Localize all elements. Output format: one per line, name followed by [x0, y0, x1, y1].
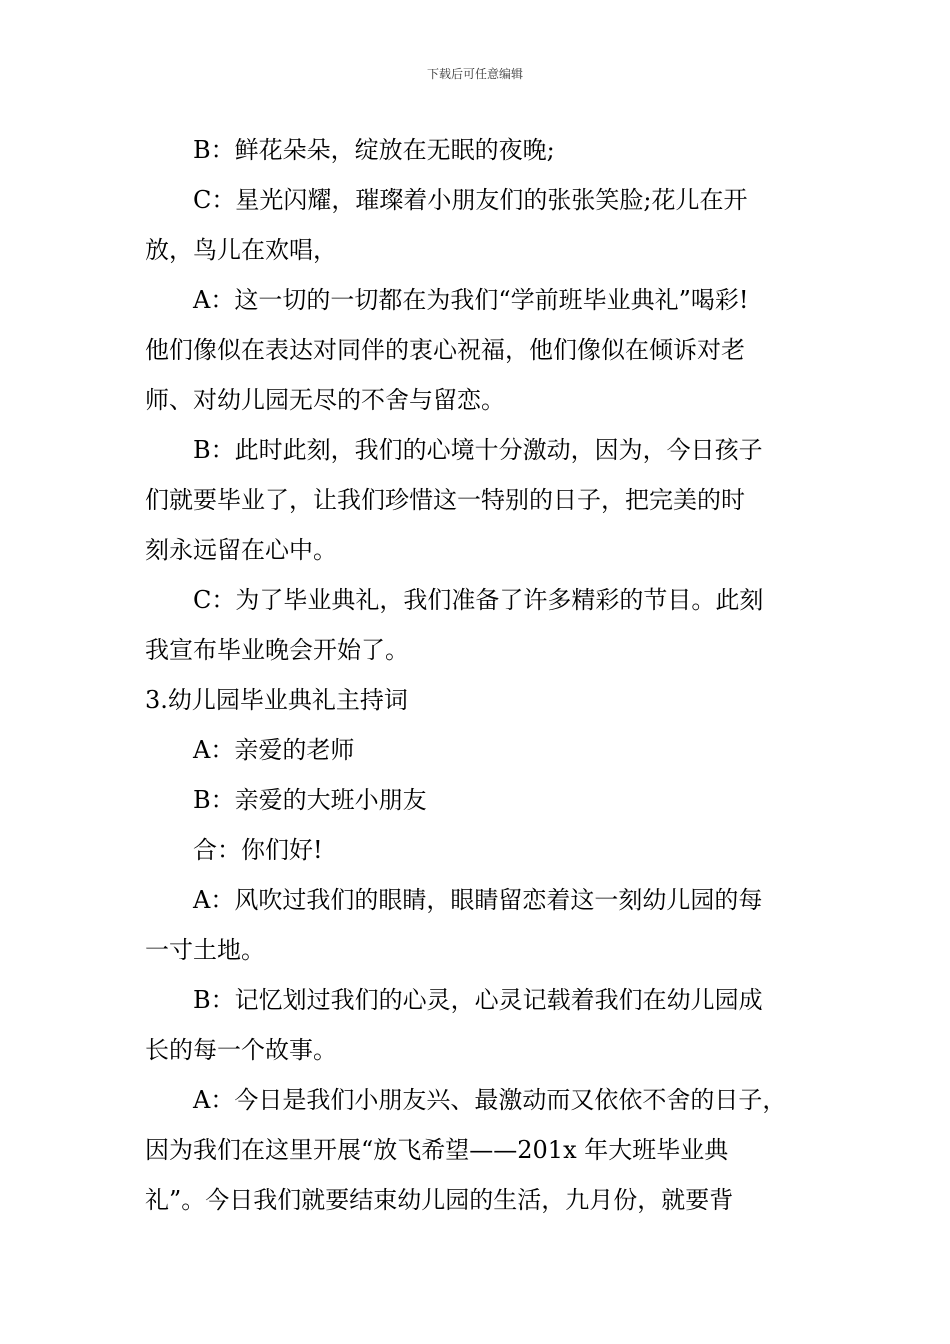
text-line: A：风吹过我们的眼睛，眼睛留恋着这一刻幼儿园的每 — [193, 886, 763, 914]
text-line: A：今日是我们小朋友兴、最激动而又依依不舍的日子， — [193, 1086, 787, 1114]
paragraph — [145, 125, 815, 175]
text-line: 长的每一个故事。 — [145, 1036, 337, 1064]
page-header: 下载后可任意编辑 — [426, 67, 523, 81]
text-line: C：为了毕业典礼，我们准备了许多精彩的节目。此刻 — [193, 586, 764, 614]
paragraph — [145, 425, 815, 575]
paragraph — [145, 675, 815, 725]
paragraph — [145, 175, 815, 275]
paragraph — [145, 1075, 815, 1225]
text-line: 他们像似在表达对同伴的衷心祝福，他们像似在倾诉对老 — [145, 336, 745, 364]
text-line: 因为我们在这里开展“放飞希望——201x 年大班毕业典 — [145, 1136, 729, 1164]
text-line: B：亲爱的大班小朋友 — [193, 786, 427, 814]
paragraph — [145, 725, 815, 775]
paragraph — [145, 275, 815, 425]
paragraph — [145, 875, 815, 975]
text-line: 3.幼儿园毕业典礼主持词 — [145, 686, 408, 714]
paragraph — [145, 975, 815, 1075]
paragraph — [145, 575, 815, 675]
text-line: 师、对幼儿园无尽的不舍与留恋。 — [145, 386, 505, 414]
text-line: B：鲜花朵朵，绽放在无眠的夜晚; — [193, 136, 555, 164]
text-line: B：记忆划过我们的心灵，心灵记载着我们在幼儿园成 — [193, 986, 763, 1014]
text-line: C：星光闪耀，璀璨着小朋友们的张张笑脸;花儿在开 — [193, 186, 748, 214]
text-line: 刻永远留在心中。 — [145, 536, 337, 564]
paragraph — [145, 825, 815, 875]
text-line: B：此时此刻，我们的心境十分激动，因为，今日孩子 — [193, 436, 763, 464]
text-line: 一寸土地。 — [145, 936, 265, 964]
paragraph — [145, 775, 815, 825]
text-line: 放，鸟儿在欢唱， — [145, 236, 337, 264]
text-line: A：亲爱的老师 — [193, 736, 355, 764]
text-line: 合：你们好! — [193, 836, 323, 864]
document-body — [145, 125, 815, 1225]
text-line: 礼”。今日我们就要结束幼儿园的生活，九月份，就要背 — [145, 1186, 734, 1214]
text-line: 们就要毕业了，让我们珍惜这一特别的日子，把完美的时 — [145, 486, 745, 514]
text-line: A：这一切的一切都在为我们“学前班毕业典礼”喝彩! — [193, 286, 749, 314]
text-line: 我宣布毕业晚会开始了。 — [145, 636, 409, 664]
